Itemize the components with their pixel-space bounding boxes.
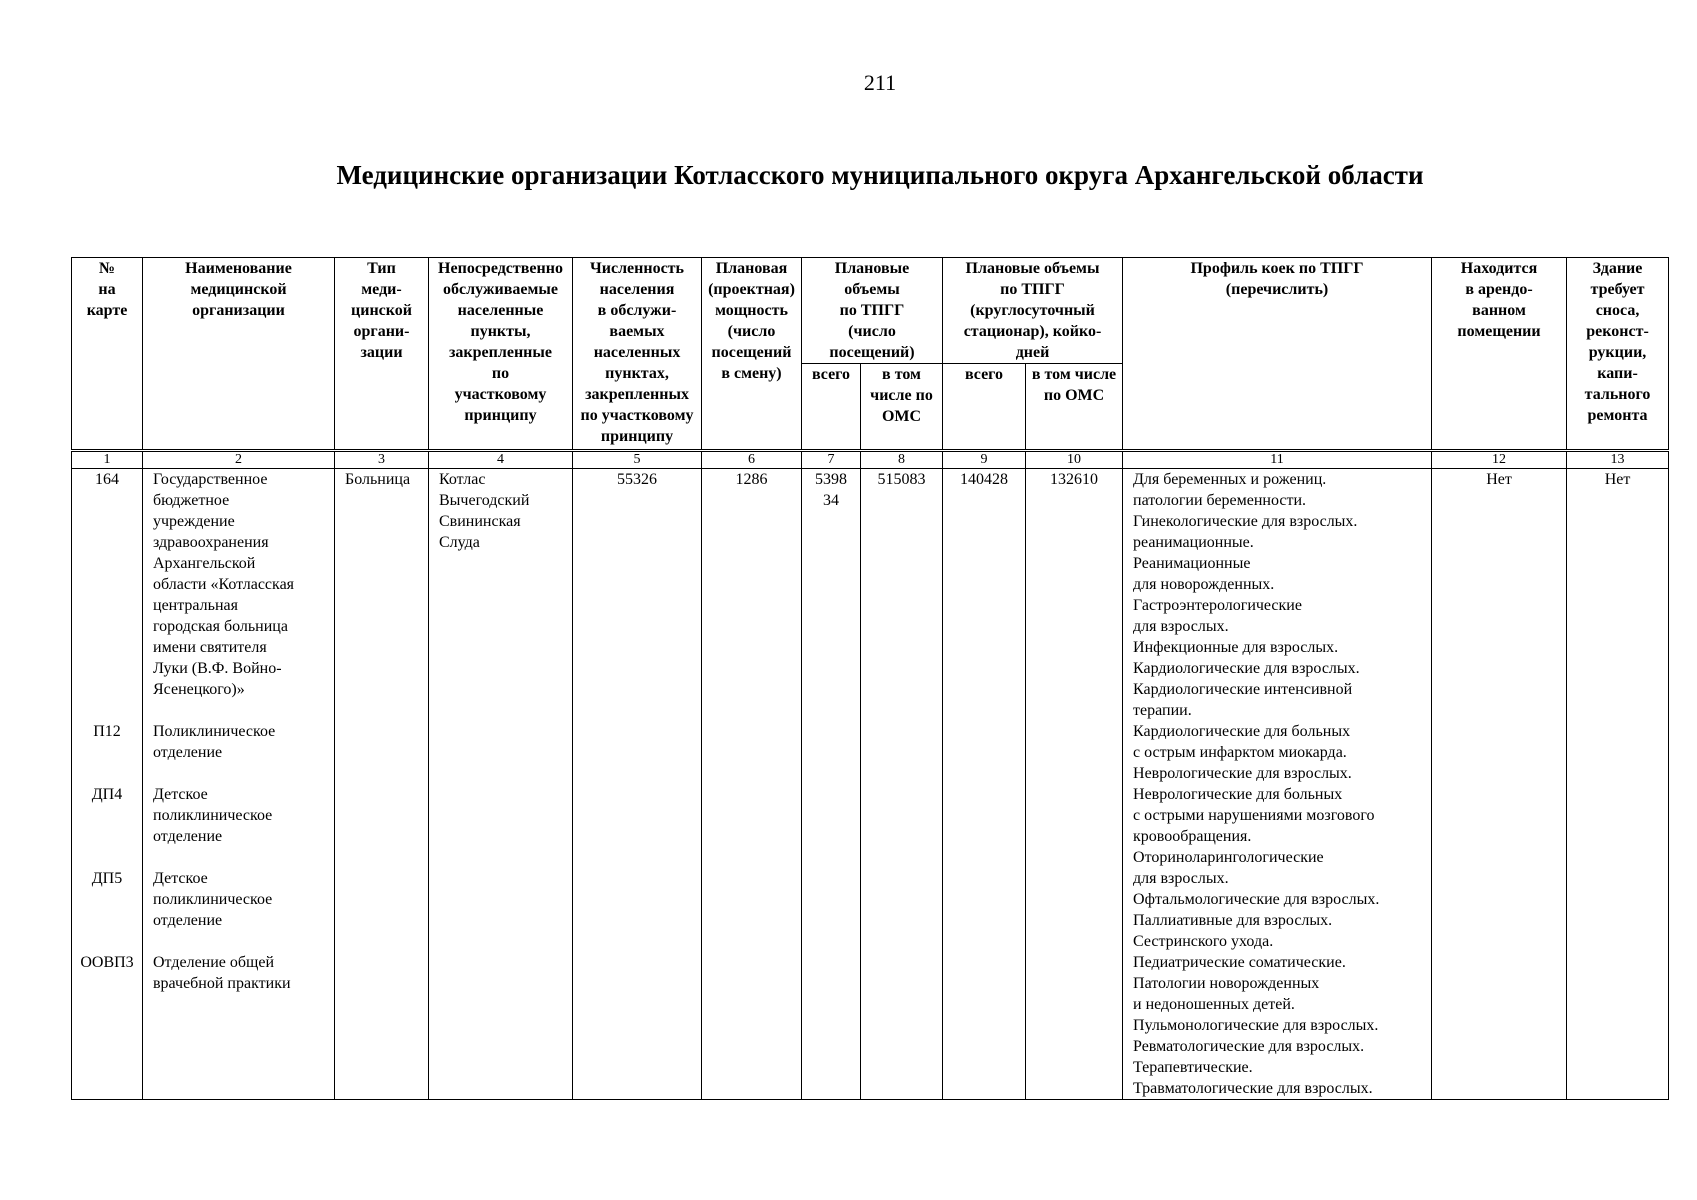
bed-profile-line: Кардиологические для больных	[1133, 723, 1351, 740]
column-number: 7	[802, 451, 861, 469]
org-name: Государственное бюджетное учреждение здравоохранения Архангельской области «Котласская центральная городская больница имени святителя Луки (В.Ф. Войно- Ясенецкого)»	[153, 471, 295, 698]
bed-profile-line: Кардиологические интенсивной	[1133, 681, 1353, 698]
bed-profile-line: Пульмонологические для взрослых.	[1133, 1017, 1379, 1034]
bed-profiles-cell	[1123, 469, 1432, 1100]
map-number: ДП4	[91, 786, 123, 803]
column-number: 10	[1026, 451, 1123, 469]
bed-profile-line: Инфекционные для взрослых.	[1133, 639, 1339, 656]
visits-oms: 515083	[861, 469, 943, 1100]
map-number: 164	[95, 471, 119, 488]
column-number: 2	[143, 451, 335, 469]
bed-profile-line: для взрослых.	[1133, 618, 1229, 635]
organizations-table	[71, 257, 1669, 1100]
bed-profile-line: Терапевтические.	[1133, 1059, 1253, 1076]
bed-profile-line: с острыми нарушениями мозгового	[1133, 807, 1375, 824]
bed-profile-line: Сестринского ухода.	[1133, 933, 1274, 950]
bed-profile-line: патологии беременности.	[1133, 492, 1307, 509]
column-number: 11	[1123, 451, 1432, 469]
column-number: 9	[943, 451, 1026, 469]
header-org-type: Тип меди- цинской органи- зации	[335, 258, 429, 451]
map-number-cell	[72, 469, 143, 1100]
column-number: 5	[573, 451, 702, 469]
org-name: Детское поликлиническое отделение	[153, 870, 273, 929]
org-name: Отделение общей врачебной практики	[153, 954, 291, 992]
header-map-number: № на карте	[72, 258, 143, 451]
map-number: ООВП3	[80, 954, 134, 971]
map-number: ДП5	[91, 870, 123, 887]
org-type: Больница	[335, 469, 429, 1100]
header-visits-total: всего	[802, 364, 861, 451]
org-name: Детское поликлиническое отделение	[153, 786, 273, 845]
capacity: 1286	[702, 469, 802, 1100]
bed-profile-line: и недоношенных детей.	[1133, 996, 1295, 1013]
header-beddays-total: всего	[943, 364, 1026, 451]
bed-profile-line: Для беременных и рожениц.	[1133, 471, 1327, 488]
bed-profile-line: Кардиологические для взрослых.	[1133, 660, 1360, 677]
page-title: Медицинские организации Котласского муниципального округа Архангельской области	[336, 160, 1424, 190]
bed-profile-line: кровообращения.	[1133, 828, 1252, 845]
bed-profile-line: Ревматологические для взрослых.	[1133, 1038, 1365, 1055]
page-number: 211	[863, 70, 897, 95]
bed-profile-line: терапии.	[1133, 702, 1192, 719]
bed-profile-line: Гастроэнтерологические	[1133, 597, 1302, 614]
bed-profile-line: для новорожденных.	[1133, 576, 1275, 593]
beddays-total: 140428	[943, 469, 1026, 1100]
map-number: П12	[93, 723, 121, 740]
column-number-row	[72, 451, 1669, 469]
column-number: 6	[702, 451, 802, 469]
bed-profile-line: Реанимационные	[1133, 555, 1251, 572]
needs-repair-value: Нет	[1567, 469, 1669, 1100]
header-settlements: Непосредственно обслуживаемые населенные пункты, закрепленные по участковому принципу	[429, 258, 573, 451]
header-needs-repair: Здание требует сноса, реконст- рукции, капи- тального ремонта	[1567, 258, 1669, 451]
header-planned-visits: Плановые объемы по ТПГГ (число посещений)	[802, 258, 943, 364]
column-number: 1	[72, 451, 143, 469]
org-name-cell	[143, 469, 335, 1100]
column-number: 13	[1567, 451, 1669, 469]
bed-profile-line: с острым инфарктом миокарда.	[1133, 744, 1347, 761]
bed-profile-line: Неврологические для взрослых.	[1133, 765, 1352, 782]
beddays-oms: 132610	[1026, 469, 1123, 1100]
bed-profile-line: Паллиативные для взрослых.	[1133, 912, 1333, 929]
bed-profile-line: Патологии новорожденных	[1133, 975, 1320, 992]
header-beddays-oms: в том числе по ОМС	[1026, 364, 1123, 451]
header-capacity: Плановая (проектная) мощность (число посещений в смену)	[702, 258, 802, 451]
bed-profile-line: Гинекологические для взрослых.	[1133, 513, 1358, 530]
bed-profile-line: Офтальмологические для взрослых.	[1133, 891, 1380, 908]
column-number: 8	[861, 451, 943, 469]
header-rented: Находится в арендо- ванном помещении	[1432, 258, 1567, 451]
header-planned-beddays: Плановые объемы по ТПГГ (круглосуточный стационар), койко- дней	[943, 258, 1123, 364]
population: 55326	[573, 469, 702, 1100]
settlements: Котлас Вычегодский Свининская Слуда	[429, 469, 573, 1100]
header-org-name: Наименование медицинской организации	[143, 258, 335, 451]
header-visits-oms: в том числе по ОМС	[861, 364, 943, 451]
bed-profile-line: реанимационные.	[1133, 534, 1254, 551]
org-name: Поликлиническое отделение	[153, 723, 276, 761]
header-bed-profiles: Профиль коек по ТПГГ (перечислить)	[1123, 258, 1432, 451]
rented-value: Нет	[1432, 469, 1567, 1100]
column-number: 3	[335, 451, 429, 469]
visits-total: 5398 34	[802, 469, 861, 1100]
column-number: 12	[1432, 451, 1567, 469]
table-row	[72, 469, 1669, 1100]
bed-profile-line: Педиатрические соматические.	[1133, 954, 1346, 971]
header-population: Численность населения в обслужи- ваемых населенных пунктах, закрепленных по участковому принципу	[573, 258, 702, 451]
bed-profile-line: Травматологические для взрослых.	[1133, 1080, 1373, 1097]
bed-profile-line: для взрослых.	[1133, 870, 1229, 887]
bed-profile-line: Неврологические для больных	[1133, 786, 1343, 803]
bed-profile-line: Оториноларингологические	[1133, 849, 1324, 866]
column-number: 4	[429, 451, 573, 469]
header-row-1	[72, 258, 1669, 364]
